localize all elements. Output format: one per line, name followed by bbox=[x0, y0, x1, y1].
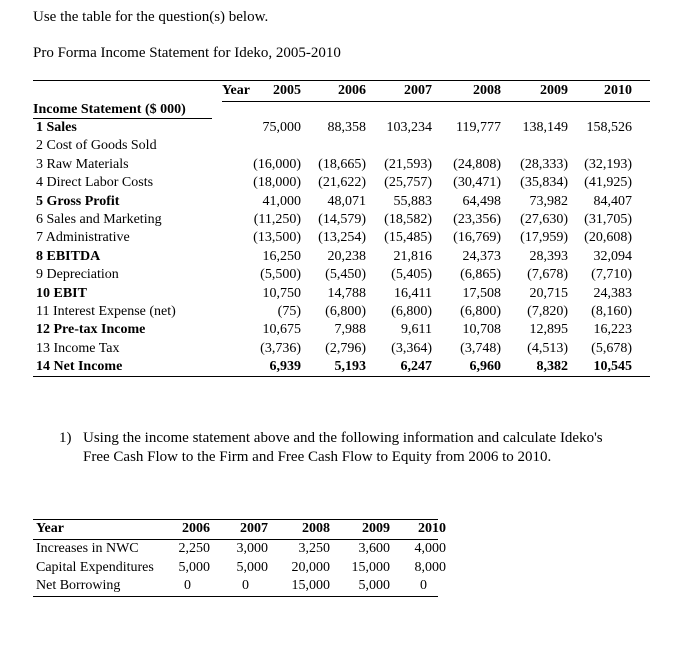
row-value: 10,675 bbox=[262, 322, 301, 338]
info-row-value: 15,000 bbox=[351, 559, 390, 575]
info-row-value: 2,250 bbox=[178, 541, 210, 556]
row-value: (6,800) bbox=[460, 304, 501, 319]
row-value: (7,678) bbox=[527, 267, 568, 283]
row-value: 73,982 bbox=[529, 193, 568, 209]
info-year-header: 2010 bbox=[418, 521, 446, 536]
row-value: (18,665) bbox=[318, 156, 366, 172]
row-label: 4 Direct Labor Costs bbox=[36, 175, 154, 191]
row-value: (4,513) bbox=[527, 340, 568, 356]
row-value: 158,526 bbox=[586, 120, 632, 135]
row-value: (11,250) bbox=[253, 212, 301, 227]
section-title: Income Statement ($ 000) bbox=[33, 102, 186, 117]
row-value: 12,895 bbox=[529, 322, 568, 338]
year-header: 2009 bbox=[540, 83, 568, 98]
row-value: (3,748) bbox=[460, 340, 501, 356]
info-row-label: Net Borrowing bbox=[36, 578, 121, 593]
row-value: 75,000 bbox=[262, 120, 301, 135]
row-value: 7,988 bbox=[334, 322, 366, 338]
row-value: (5,678) bbox=[591, 340, 632, 356]
intro-text: Use the table for the question(s) below. bbox=[33, 9, 269, 25]
info-row-value: 15,000 bbox=[291, 578, 330, 593]
row-value: (31,705) bbox=[584, 212, 632, 227]
row-value: (21,622) bbox=[318, 175, 366, 191]
row-value: (25,757) bbox=[384, 175, 432, 191]
year-header: 2005 bbox=[273, 83, 301, 98]
question-line-2: Free Cash Flow to the Firm and Free Cash Flow to Equity from 2006 to 2010. bbox=[83, 449, 552, 465]
row-value: 48,071 bbox=[327, 193, 366, 209]
row-label: 1 Sales bbox=[36, 120, 77, 135]
info-bottom-rule bbox=[33, 596, 438, 597]
row-value: 24,373 bbox=[462, 248, 501, 264]
row-label: 13 Income Tax bbox=[36, 340, 120, 356]
row-value: 84,407 bbox=[593, 193, 632, 209]
row-value: 28,393 bbox=[529, 248, 568, 264]
year-header: 2006 bbox=[338, 83, 366, 98]
row-value: 32,094 bbox=[593, 248, 632, 264]
row-label: 14 Net Income bbox=[36, 359, 123, 375]
row-value: 17,508 bbox=[462, 285, 501, 301]
row-value: (5,450) bbox=[325, 267, 366, 283]
table-bottom-rule bbox=[33, 376, 650, 377]
row-value: (20,608) bbox=[584, 230, 632, 246]
row-value: 138,149 bbox=[522, 120, 568, 135]
row-value: 20,715 bbox=[529, 285, 568, 301]
year-header: 2008 bbox=[473, 83, 501, 98]
row-value: (5,500) bbox=[260, 267, 301, 283]
row-value: (8,160) bbox=[591, 304, 632, 319]
info-row-value: 20,000 bbox=[291, 559, 330, 575]
row-value: 10,750 bbox=[262, 285, 301, 301]
row-value: (16,000) bbox=[253, 156, 301, 172]
row-label: 9 Depreciation bbox=[36, 267, 119, 283]
info-row-value: 5,000 bbox=[236, 559, 268, 575]
row-value: (75) bbox=[277, 304, 301, 319]
info-year-header: 2007 bbox=[240, 521, 268, 536]
info-year-header: 2009 bbox=[362, 521, 390, 536]
row-label: 5 Gross Profit bbox=[36, 193, 120, 209]
info-top-rule bbox=[33, 519, 438, 520]
row-value: 20,238 bbox=[327, 248, 366, 264]
row-value: 10,545 bbox=[593, 359, 632, 375]
row-value: (23,356) bbox=[453, 212, 501, 227]
year-header: 2007 bbox=[404, 83, 432, 98]
row-value: 10,708 bbox=[462, 322, 501, 338]
info-year-header: 2006 bbox=[182, 521, 210, 536]
row-value: (32,193) bbox=[584, 156, 632, 172]
row-value: (3,736) bbox=[260, 340, 301, 356]
info-row-value: 8,000 bbox=[414, 559, 446, 575]
info-row-label: Capital Expenditures bbox=[36, 559, 154, 575]
table-top-rule bbox=[33, 80, 650, 81]
year-header: 2010 bbox=[604, 83, 632, 98]
info-year-label: Year bbox=[36, 521, 64, 536]
row-value: (6,800) bbox=[325, 304, 366, 319]
row-value: (15,485) bbox=[384, 230, 432, 246]
row-label: 7 Administrative bbox=[36, 230, 130, 246]
row-value: (18,000) bbox=[253, 175, 301, 191]
section-rule bbox=[33, 118, 212, 119]
row-value: (13,254) bbox=[318, 230, 366, 246]
row-value: 24,383 bbox=[593, 285, 632, 301]
info-row-value: 3,600 bbox=[358, 541, 390, 556]
row-value: 119,777 bbox=[456, 120, 501, 135]
info-row-value: 5,000 bbox=[358, 578, 390, 593]
question-number: 1) bbox=[59, 430, 72, 446]
row-label: 3 Raw Materials bbox=[36, 156, 129, 172]
info-row-label: Increases in NWC bbox=[36, 541, 139, 556]
row-value: (21,593) bbox=[384, 156, 432, 172]
row-value: 16,223 bbox=[593, 322, 632, 338]
row-value: (30,471) bbox=[453, 175, 501, 191]
row-value: 55,883 bbox=[393, 193, 432, 209]
row-value: 41,000 bbox=[262, 193, 301, 209]
header-rule bbox=[222, 101, 650, 102]
row-value: (17,959) bbox=[520, 230, 568, 246]
row-label: 2 Cost of Goods Sold bbox=[36, 138, 157, 154]
row-value: 16,411 bbox=[394, 285, 432, 301]
table-title: Pro Forma Income Statement for Ideko, 2005-2010 bbox=[33, 45, 341, 61]
row-value: 6,939 bbox=[269, 359, 301, 375]
row-value: 21,816 bbox=[393, 248, 432, 264]
info-year-header: 2008 bbox=[302, 521, 330, 536]
row-value: 103,234 bbox=[386, 120, 432, 135]
row-label: 10 EBIT bbox=[36, 285, 87, 301]
info-row-value: 0 bbox=[184, 578, 191, 593]
row-value: (16,769) bbox=[453, 230, 501, 246]
row-value: (27,630) bbox=[520, 212, 568, 227]
row-value: (35,834) bbox=[520, 175, 568, 191]
info-row-value: 0 bbox=[420, 578, 427, 593]
row-label: 12 Pre-tax Income bbox=[36, 322, 146, 338]
row-value: (6,865) bbox=[460, 267, 501, 283]
row-value: 16,250 bbox=[262, 248, 301, 264]
question-line-1: Using the income statement above and the following information and calculate Ideko's bbox=[83, 430, 603, 446]
row-label: 11 Interest Expense (net) bbox=[36, 304, 176, 319]
info-row-value: 5,000 bbox=[178, 559, 210, 575]
row-value: (18,582) bbox=[384, 212, 432, 227]
row-label: 8 EBITDA bbox=[36, 248, 101, 264]
row-value: (28,333) bbox=[520, 156, 568, 172]
row-value: 6,960 bbox=[469, 359, 501, 375]
year-header-label: Year bbox=[222, 83, 250, 98]
info-row-value: 3,000 bbox=[236, 541, 268, 556]
row-value: 6,247 bbox=[400, 359, 432, 375]
info-header-rule bbox=[33, 539, 438, 540]
row-value: 88,358 bbox=[327, 120, 366, 135]
info-row-value: 4,000 bbox=[414, 541, 446, 556]
info-row-value: 0 bbox=[242, 578, 249, 593]
row-value: 14,788 bbox=[327, 285, 366, 301]
row-value: (13,500) bbox=[253, 230, 301, 246]
row-value: 9,611 bbox=[401, 322, 432, 338]
row-value: (7,710) bbox=[591, 267, 632, 283]
row-value: 8,382 bbox=[536, 359, 568, 375]
row-value: (5,405) bbox=[391, 267, 432, 283]
row-value: (2,796) bbox=[325, 340, 366, 356]
row-value: (14,579) bbox=[318, 212, 366, 227]
row-value: 64,498 bbox=[462, 193, 501, 209]
row-value: (41,925) bbox=[584, 175, 632, 191]
row-value: 5,193 bbox=[334, 359, 366, 375]
row-value: (7,820) bbox=[527, 304, 568, 319]
row-label: 6 Sales and Marketing bbox=[36, 212, 162, 227]
info-row-value: 3,250 bbox=[298, 541, 330, 556]
row-value: (3,364) bbox=[391, 340, 432, 356]
row-value: (6,800) bbox=[391, 304, 432, 319]
row-value: (24,808) bbox=[453, 156, 501, 172]
